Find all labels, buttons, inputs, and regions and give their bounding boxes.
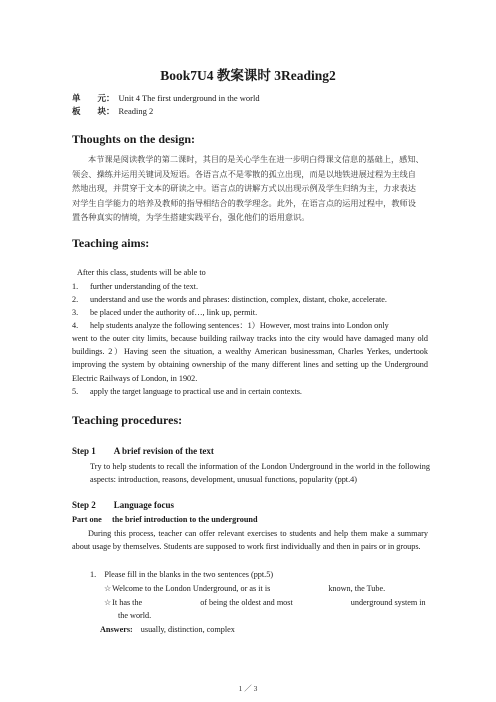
aim-number: 1. <box>72 282 79 291</box>
block-line <box>72 105 153 117</box>
unit-label: 单 元： <box>72 93 115 103</box>
sentence-1-part-b: known, the Tube. <box>328 584 386 593</box>
aim-text: be placed under the authority of…, link up, permit. <box>90 308 258 317</box>
step-2-title: Language focus <box>113 500 175 510</box>
answers-line <box>100 623 235 636</box>
aims-heading: Teaching aims: <box>72 236 150 250</box>
aim-text: apply the target language to practical use and in certain contexts. <box>90 387 302 396</box>
question-1: 1. Please fill in the blanks in the two sentences (ppt.5) <box>90 570 274 579</box>
step-2-heading <box>72 500 174 510</box>
procedures-heading: Teaching procedures: <box>72 413 183 427</box>
step-1-title: A brief revision of the text <box>113 446 214 456</box>
sentence-1 <box>104 582 385 595</box>
design-body: 本节课是阅读教学的第二课时，其目的是关心学生在进一步明白得课文信息的基础上，感知、领会、操练并运用关键词及短语。各语言点不是零散的孤立出现，而是以地铁进展过程为主线自然地出现，并贯穿于文本的研读之中。语言点的讲解方式以出现示例及学生归纳为主，力求表达对学生自学能力的培养及教师的指导相结合的教学理念。此外，在语言点的运用过程中，教师设置各种真实的情境，为学生搭建实践平台，强化他们的语用意识。 <box>72 154 424 222</box>
aim-item-3 <box>72 306 258 319</box>
unit-value: Unit 4 The first underground in the world <box>118 93 260 103</box>
step-1-heading <box>72 446 214 456</box>
sentence-2-part-c: underground system in <box>350 598 426 607</box>
aim-text: further understanding of the text. <box>90 282 198 291</box>
aims-intro: After this class, students will be able to <box>77 268 206 277</box>
answers-label: Answers: <box>100 625 133 634</box>
step-1-label: Step 1 <box>72 446 96 456</box>
block-label: 板 块： <box>72 106 115 116</box>
aim-item-5 <box>72 385 302 398</box>
sentence-1-part-a: Welcome to the London Underground, or as it is <box>112 584 271 593</box>
part-one-heading: Part one the brief introduction to the underground <box>72 515 258 524</box>
document-title: Book7U4 教案课时 3Reading2 <box>160 68 336 83</box>
sentence-2-end: the world. <box>118 611 152 620</box>
aim-number: 4. <box>72 321 79 330</box>
aim-text: understand and use the words and phrases: distinction, complex, distant, choke, accelerate. <box>90 295 387 304</box>
part-one-body: During this process, teacher can offer relevant exercises to students and help them make a summary about usage by themselves. Students are supposed to work first individually and then in pairs or in groups. <box>72 529 428 552</box>
aim-item-2 <box>72 293 387 306</box>
sentence-2 <box>104 596 426 609</box>
aim-item-4-continued: went to the outer city limits, because building railway tracks into the city would have damaged many old buildings. 2）Having seen the situation, a wealthy American businessman, Charles Yerkes, undertook improving the system by obtaining ownership of the many different lines and setting up the Underground Electric Railways of London, in 1902. <box>72 334 428 383</box>
design-heading: Thoughts on the design: <box>72 132 196 146</box>
sentence-2-part-b: of being the oldest and most <box>200 598 293 607</box>
answers-value: usually, distinction, complex <box>140 625 235 634</box>
aim-text: help students analyze the following sentences：1）However, most trains into London only <box>90 321 389 330</box>
sentence-2-part-a: It has the <box>112 598 143 607</box>
block-value: Reading 2 <box>118 106 154 116</box>
unit-line <box>72 92 260 104</box>
step-2-label: Step 2 <box>72 500 96 510</box>
aim-item-4 <box>72 319 389 332</box>
step-1-body: Try to help students to recall the information of the London Underground in the world in the following aspects: introduction, reasons, development, unusual functions, popularity (ppt.4) <box>90 462 430 485</box>
aim-number: 2. <box>72 295 79 304</box>
page-number: 1 ／ 3 <box>238 684 258 693</box>
aim-number: 3. <box>72 308 79 317</box>
aim-item-1 <box>72 280 198 293</box>
aim-number: 5. <box>72 387 79 396</box>
star-icon: ☆ <box>104 598 112 607</box>
star-icon: ☆ <box>104 584 112 593</box>
